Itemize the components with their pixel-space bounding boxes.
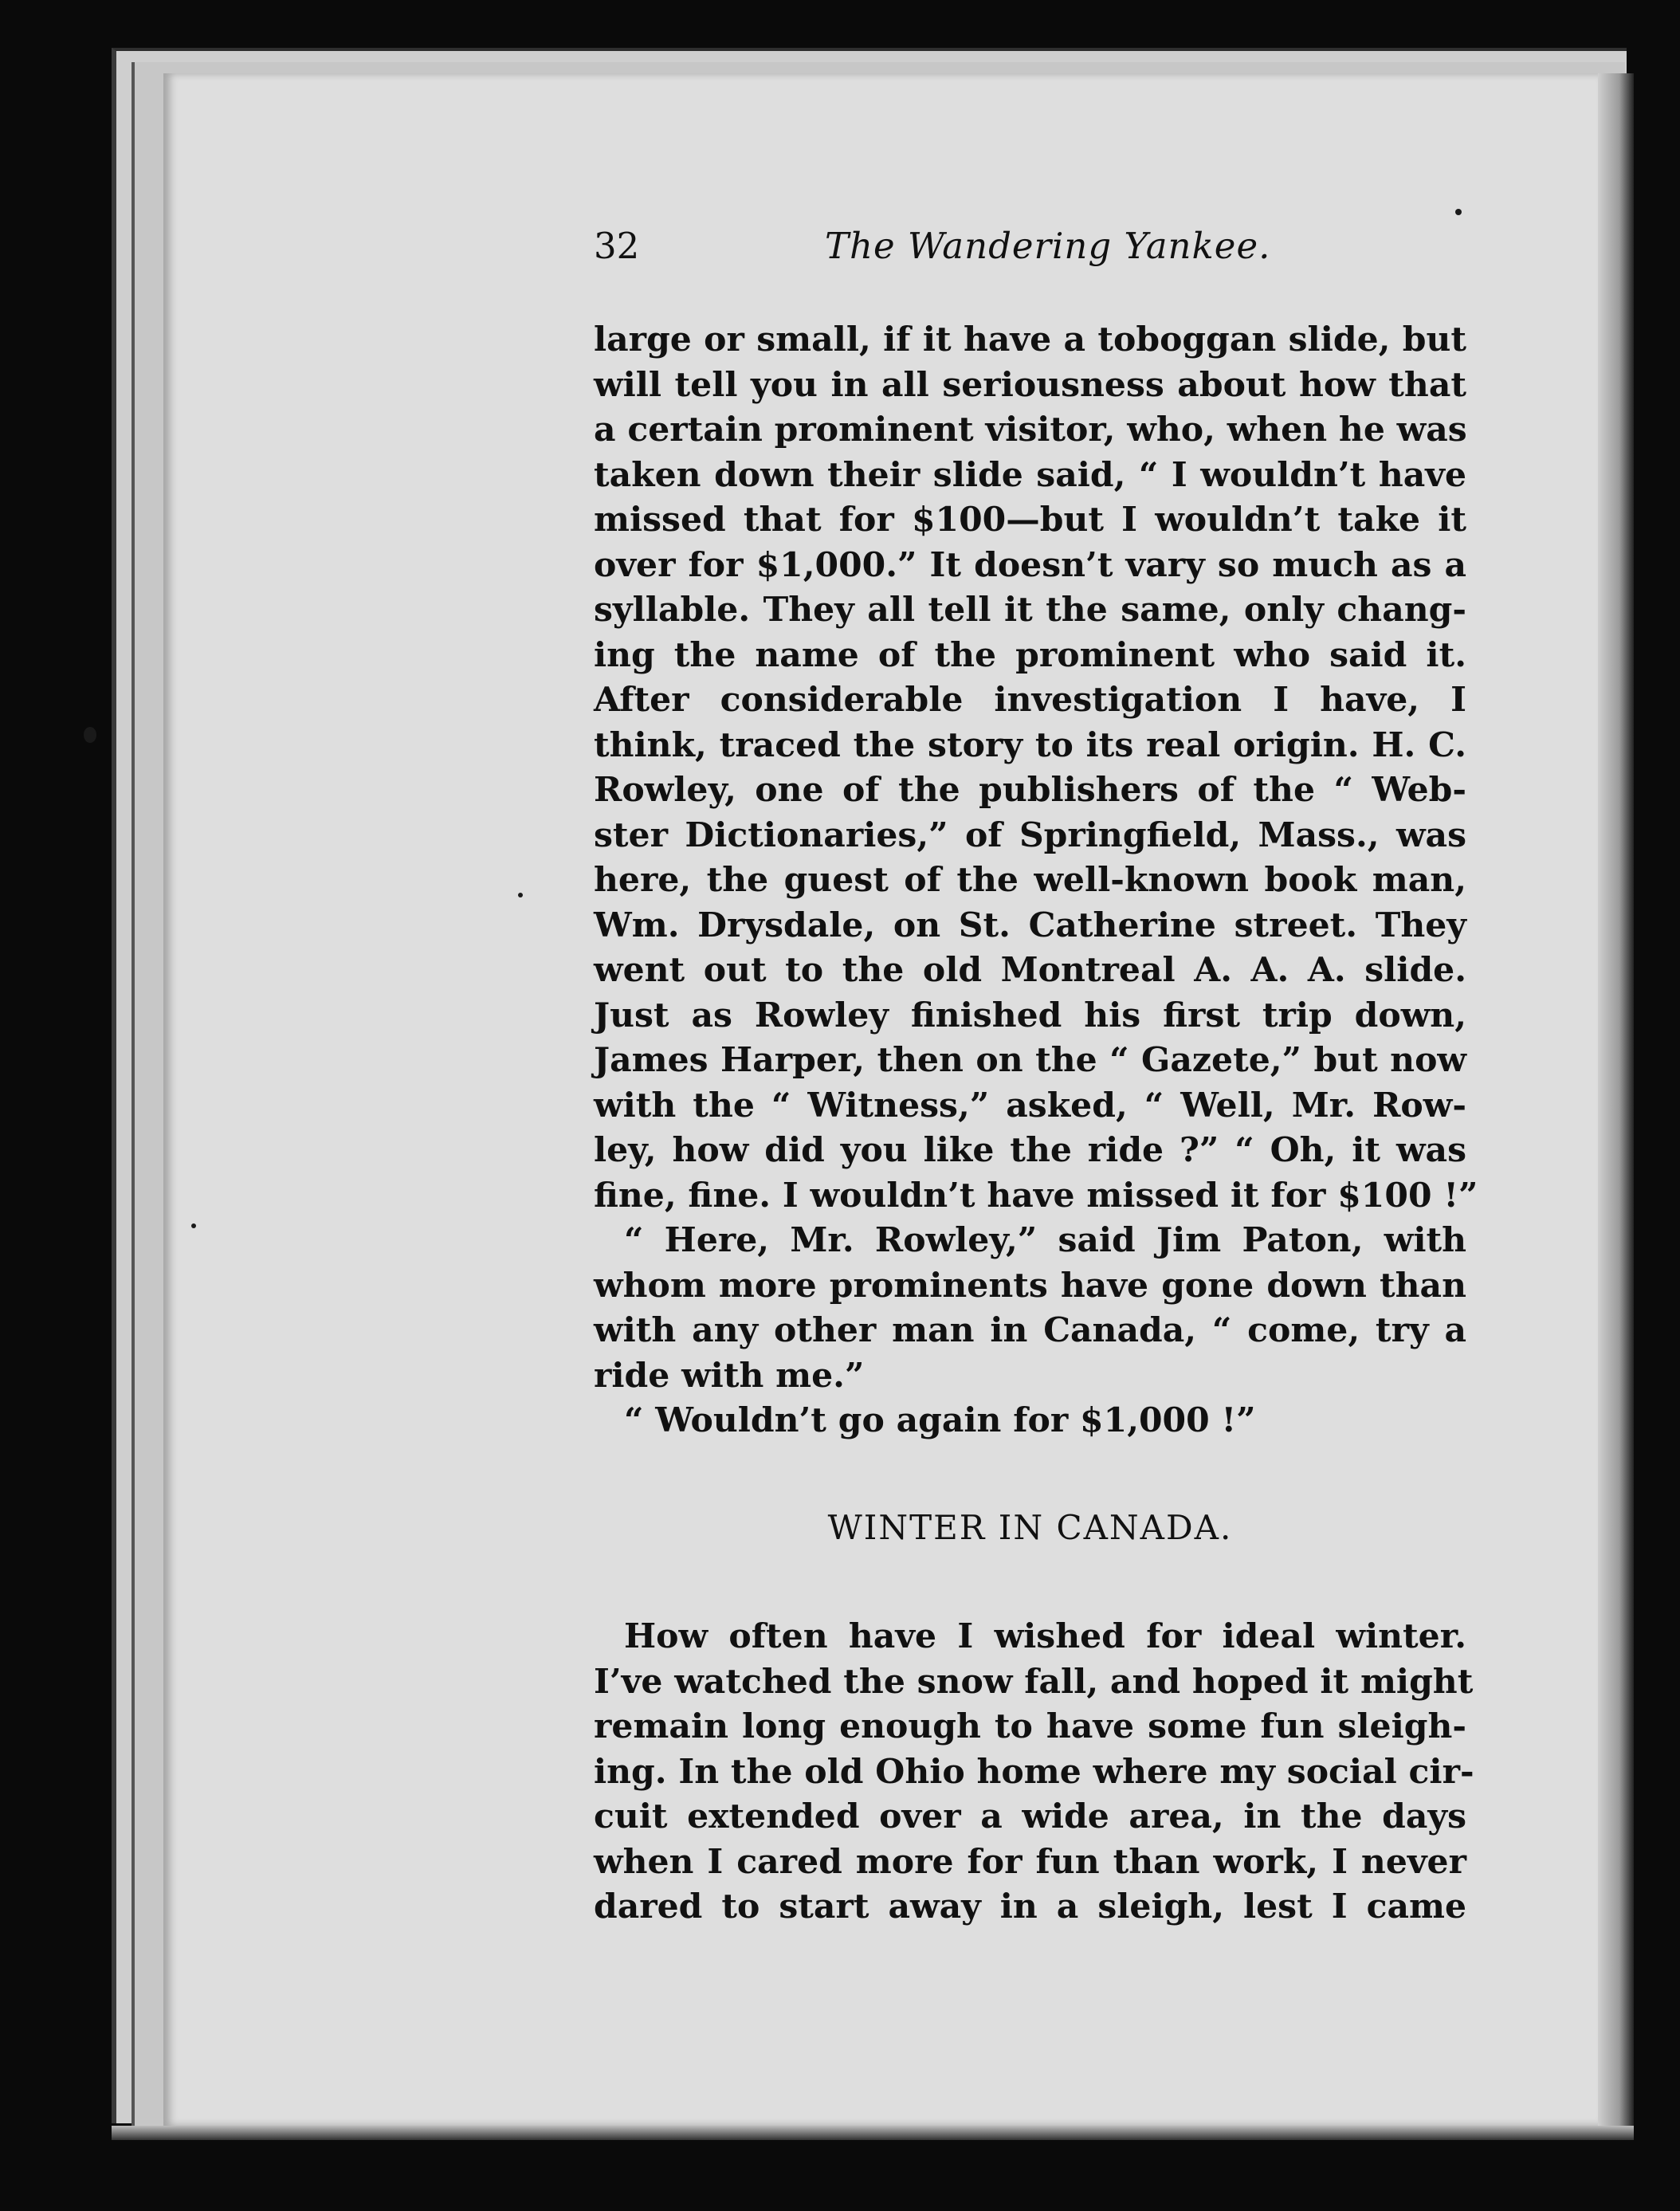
text-line: with the “ Witness,” asked, “ Well, Mr. Row- bbox=[594, 1085, 1466, 1125]
text-line: fine, fine. I wouldn’t have missed it for $100 !” bbox=[594, 1175, 1478, 1215]
running-title: The Wandering Yankee. bbox=[825, 225, 1271, 267]
text-line: “ Here, Mr. Rowley,” said Jim Paton, with bbox=[624, 1220, 1466, 1260]
text-line: will tell you in all seriousness about how that bbox=[594, 364, 1466, 405]
text-line: ster Dictionaries,” of Springfield, Mass., was bbox=[594, 815, 1466, 855]
paragraph bbox=[594, 1398, 1466, 1443]
page-number: 32 bbox=[594, 225, 640, 267]
text-line: ride with me.” bbox=[594, 1355, 865, 1396]
text-line: ing the name of the prominent who said it. bbox=[594, 634, 1466, 675]
paragraph bbox=[594, 1218, 1466, 1398]
text-line: a certain prominent visitor, who, when he was bbox=[594, 410, 1467, 450]
text-line: Rowley, one of the publishers of the “ Web- bbox=[594, 770, 1466, 810]
text-line: “ Wouldn’t go again for $1,000 !” bbox=[624, 1400, 1256, 1440]
text-line: went out to the old Montreal A. A. A. slide. bbox=[594, 950, 1466, 990]
text-line: with any other man in Canada, “ come, try a bbox=[594, 1310, 1466, 1350]
text-line: large or small, if it have a toboggan slide, but bbox=[594, 320, 1466, 359]
text-line: ley, how did you like the ride ?” “ Oh, it was bbox=[594, 1130, 1466, 1170]
text-line: How often have I wished for ideal winter. bbox=[624, 1616, 1466, 1656]
text-line: remain long enough to have some fun sleigh- bbox=[594, 1706, 1466, 1746]
scan-speck bbox=[1455, 209, 1462, 215]
page-right-edge bbox=[1598, 73, 1634, 2126]
running-header bbox=[594, 225, 1462, 273]
text-line: when I cared more for fun than work, I never bbox=[594, 1841, 1466, 1882]
text-line: over for $1,000.” It doesn’t vary so much as a bbox=[594, 544, 1466, 585]
text-line: missed that for $100—but I wouldn’t take it bbox=[594, 500, 1466, 540]
text-line: think, traced the story to its real origin. H. C. bbox=[594, 725, 1466, 765]
text-line: syllable. They all tell it the same, only chang- bbox=[594, 590, 1466, 630]
section-heading: WINTER IN CANADA. bbox=[827, 1508, 1233, 1547]
text-line: Just as Rowley finished his first trip down, bbox=[594, 995, 1466, 1035]
scan-speck bbox=[518, 893, 523, 897]
body-text-block-2 bbox=[594, 1614, 1474, 1930]
text-line: Wm. Drysdale, on St. Catherine street. They bbox=[594, 905, 1466, 945]
text-line: ing. In the old Ohio home where my social cir- bbox=[594, 1751, 1474, 1792]
text-line: cuit extended over a wide area, in the days bbox=[594, 1797, 1466, 1836]
text-line: taken down their slide said, “ I wouldn’t have bbox=[594, 454, 1466, 495]
paragraph bbox=[594, 1614, 1474, 1930]
body-text-block-1 bbox=[594, 317, 1478, 1443]
text-line: I’ve watched the snow fall, and hoped it might bbox=[594, 1661, 1474, 1702]
text-line: After considerable investigation I have, I bbox=[594, 680, 1466, 720]
text-line: dared to start away in a sleigh, lest I came bbox=[594, 1887, 1466, 1926]
scan-speck bbox=[191, 1223, 196, 1228]
paragraph bbox=[594, 317, 1478, 1218]
page-bottom-edge bbox=[112, 2126, 1634, 2140]
scan-speck bbox=[84, 727, 96, 743]
text-line: whom more prominents have gone down than bbox=[594, 1265, 1466, 1306]
text-line: James Harper, then on the “ Gazete,” but now bbox=[594, 1040, 1466, 1080]
text-line: here, the guest of the well-known book man, bbox=[594, 860, 1466, 900]
